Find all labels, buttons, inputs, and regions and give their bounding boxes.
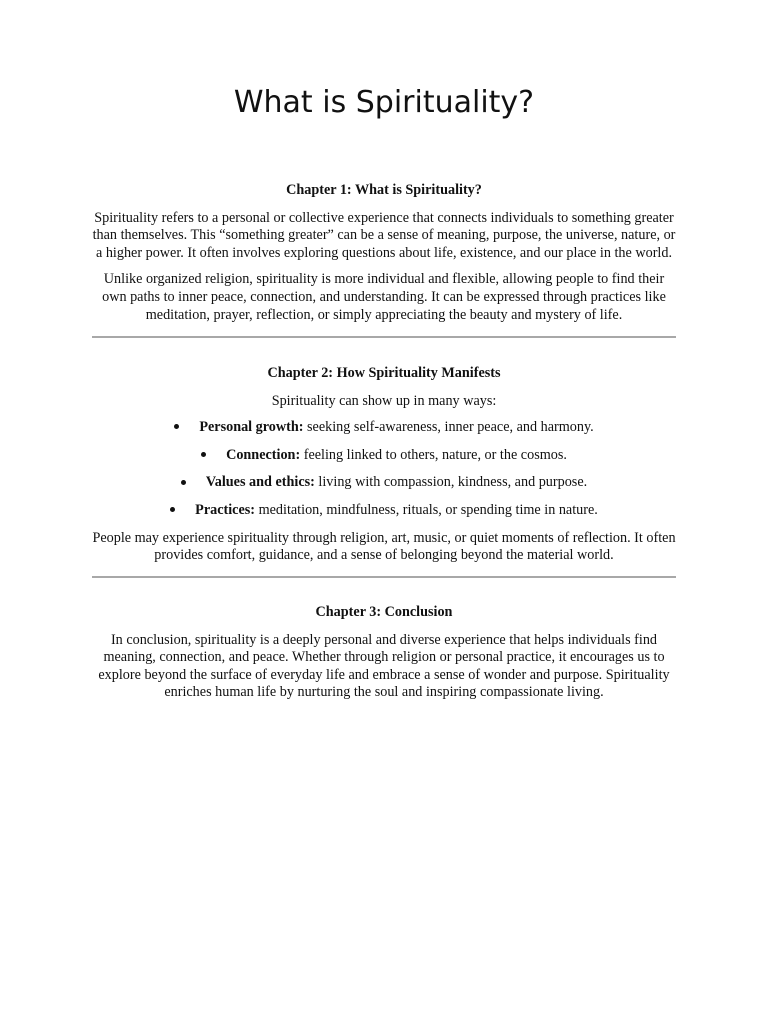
- chapter-1-paragraph: Unlike organized religion, spirituality is more individual and flexible, allowing people to find their own paths to inner peace, connection, and understanding. It can be expressed through practices like meditation, prayer, reflection, or simply appreciating the beauty and mystery of life.: [102, 271, 666, 323]
- list-item-term: Connection:: [226, 446, 301, 463]
- bullet-icon: [174, 424, 179, 429]
- chapter-3-section: [92, 604, 676, 711]
- list-item-text: living with compassion, kindness, and purpose.: [314, 474, 588, 491]
- section-divider: [92, 336, 676, 338]
- list-item-term: Practices:: [195, 501, 256, 518]
- bullet-icon: [170, 507, 175, 512]
- chapter-3-heading: Chapter 3: Conclusion: [315, 604, 453, 620]
- chapter-2-intro: Spirituality can show up in many ways:: [271, 392, 497, 409]
- manifestations-list: [92, 419, 676, 519]
- chapter-2-section: [92, 365, 676, 574]
- list-item-term: Values and ethics:: [205, 474, 315, 491]
- chapter-1-heading: Chapter 1: What is Spirituality?: [286, 182, 482, 198]
- document-title: What is Spirituality?: [233, 85, 535, 120]
- chapter-3-paragraph: In conclusion, spirituality is a deeply personal and diverse experience that helps individuals find meaning, connection, and peace. Whether through religion or personal practice, it encourages us to explore beyond the surface of everyday life and embrace a sense of wonder and purpose. Spirituality enriches human life by nurturing the soul and inspiring compassionate living.: [98, 631, 670, 701]
- list-item-text: feeling linked to others, nature, or the cosmos.: [300, 446, 567, 463]
- list-item: [92, 502, 676, 520]
- chapter-1-section: [92, 182, 676, 333]
- list-item-text: meditation, mindfulness, rituals, or spending time in nature.: [255, 501, 598, 518]
- list-item: [92, 419, 676, 437]
- list-item: [92, 447, 676, 465]
- section-divider: [92, 576, 676, 578]
- chapter-1-paragraph: Spirituality refers to a personal or collective experience that connects individuals to something greater than themselves. This “something greater” can be a sense of meaning, purpose, the universe, nature, or a higher power. It often involves exploring questions about life, existence, and our place in the world.: [92, 209, 676, 261]
- bullet-icon: [181, 480, 186, 485]
- chapter-2-heading: Chapter 2: How Spirituality Manifests: [267, 365, 501, 381]
- chapter-2-closing: People may experience spirituality through religion, art, music, or quiet moments of reflection. It often provides comfort, guidance, and a sense of belonging beyond the material world.: [92, 529, 676, 564]
- bullet-icon: [201, 452, 206, 457]
- list-item-term: Personal growth:: [199, 419, 304, 436]
- list-item: [92, 474, 676, 492]
- list-item-text: seeking self-awareness, inner peace, and harmony.: [303, 419, 594, 436]
